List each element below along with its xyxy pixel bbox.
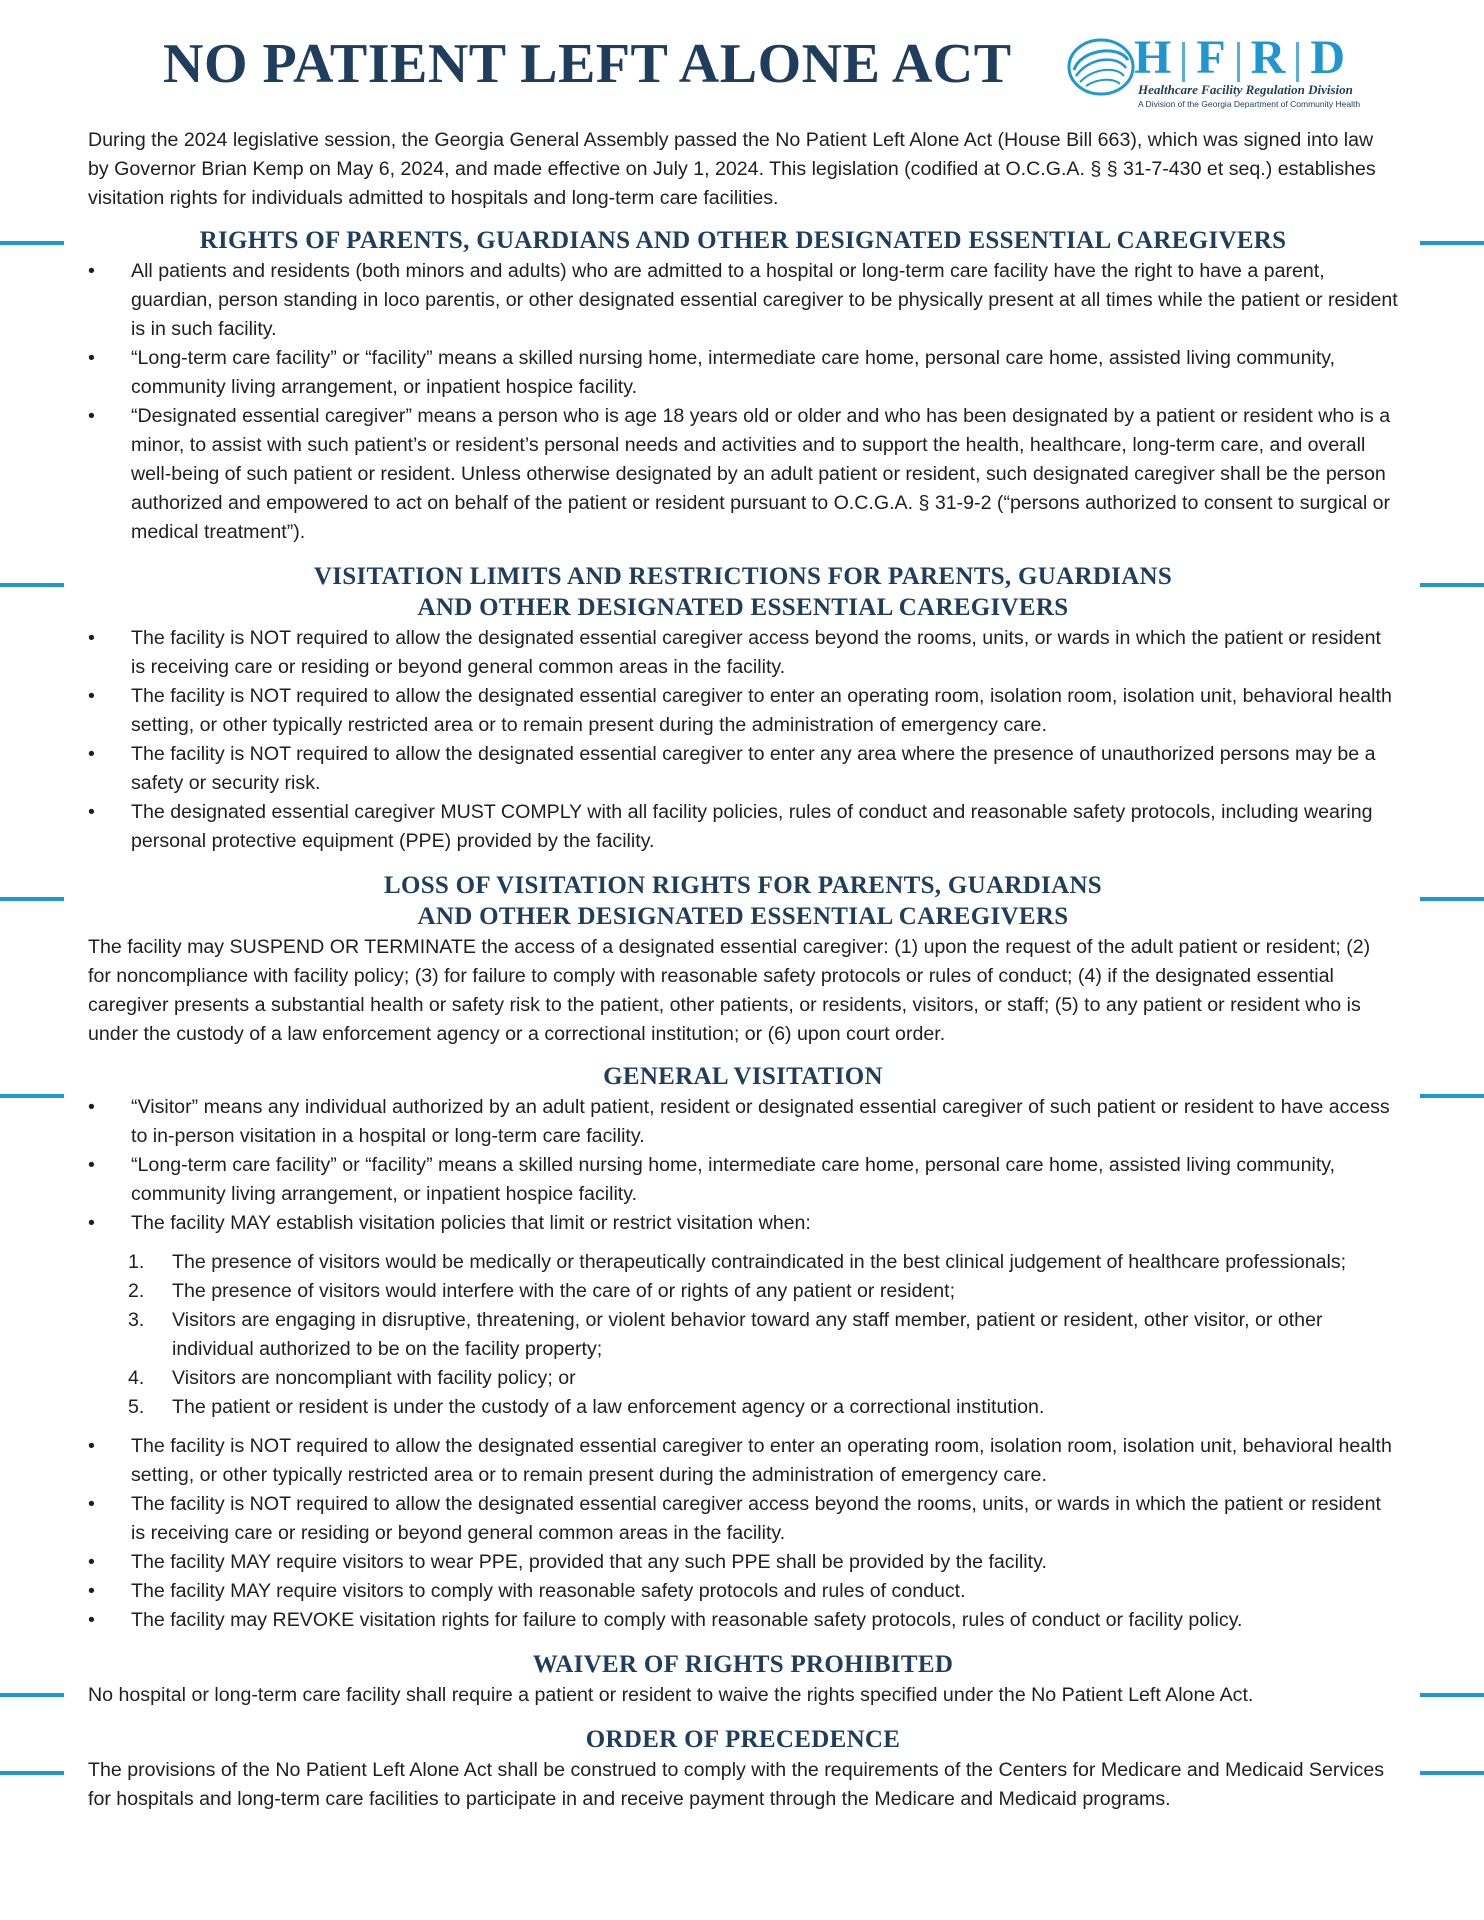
section-rights bbox=[88, 225, 1398, 547]
section-heading bbox=[88, 870, 1398, 932]
list-item: • The designated essential caregiver MUST COMPLY with all facility policies, rules of conduct and reasonable safety protocols, including wearing personal protective equipment (PPE) provided by the facility. bbox=[88, 798, 1398, 856]
logo-letter-d: D bbox=[1310, 31, 1346, 84]
right-divider-dash bbox=[1420, 583, 1484, 587]
section-visitation-limits bbox=[88, 561, 1398, 856]
list-item: • The facility is NOT required to allow the designated essential caregiver to enter an operating room, isolation room, isolation unit, behavioral health setting, or other typically restricted area or to remain present during the administration of emergency care. bbox=[88, 682, 1398, 740]
right-divider-dash bbox=[1420, 241, 1484, 245]
right-divider-dash bbox=[1420, 1094, 1484, 1098]
left-divider-dash bbox=[0, 1094, 64, 1098]
section-general-visitation bbox=[88, 1061, 1398, 1635]
list-item: • The facility is NOT required to allow the designated essential caregiver access beyond the rooms, units, or wards in which the patient or resident is receiving care or residing or beyond general common areas in the facility. bbox=[88, 1490, 1398, 1548]
left-divider-dash bbox=[0, 1771, 64, 1775]
list-item: • The facility is NOT required to allow the designated essential caregiver to enter any area where the presence of unauthorized persons may be a safety or security risk. bbox=[88, 740, 1398, 798]
list-item: • The facility may REVOKE visitation rights for failure to comply with reasonable safety protocols, rules of conduct or facility policy. bbox=[88, 1606, 1398, 1635]
list-item: • “Visitor” means any individual authorized by an adult patient, resident or designated essential caregiver of such patient or resident to have access to in-person visitation in a hospital or long-term care facility. bbox=[88, 1093, 1398, 1151]
list-item: • The facility MAY require visitors to wear PPE, provided that any such PPE shall be provided by the facility. bbox=[88, 1548, 1398, 1577]
section-paragraph: The provisions of the No Patient Left Alone Act shall be construed to comply with the requirements of the Centers for Medicare and Medicaid Services for hospitals and long-term care facilities to participate in and receive payment through the Medicare and Medicaid programs. bbox=[88, 1759, 1385, 1810]
bullet-list bbox=[88, 624, 1398, 856]
section-heading: RIGHTS OF PARENTS, GUARDIANS AND OTHER DESIGNATED ESSENTIAL CAREGIVERS bbox=[199, 227, 1287, 254]
page-title: NO PATIENT LEFT ALONE ACT bbox=[163, 33, 1012, 95]
numbered-item: 3. Visitors are engaging in disruptive, threatening, or violent behavior toward any staff member, patient or resident, other visitor, or other individual authorized to be on the facility property; bbox=[128, 1309, 1323, 1360]
logo-letter-f: F bbox=[1196, 31, 1226, 84]
section-paragraph: The facility may SUSPEND OR TERMINATE the access of a designated essential caregiver: (1) upon the request of the adult patient or resident; (2) for noncompliance with facility policy; (3) for failure to comply with reasonable safety protocols or rules of conduct; (4) if the designated essential caregiver presents a substantial health or safety risk to the patient, other patients, or residents, visitors, or staff; (5) to any patient or resident who is under the custody of a law enforcement agency or a correctional institution; or (6) upon court order. bbox=[88, 936, 1371, 1045]
list-item: • The facility is NOT required to allow the designated essential caregiver to enter an operating room, isolation room, isolation unit, behavioral health setting, or other typically restricted area or to remain present during the administration of emergency care. bbox=[88, 1432, 1398, 1490]
numbered-item: 2. The presence of visitors would interfere with the care of or rights of any patient or resident; bbox=[128, 1280, 956, 1302]
swirl-logo-icon bbox=[1066, 36, 1136, 98]
section-waiver bbox=[88, 1649, 1398, 1710]
bullet-list bbox=[88, 1093, 1398, 1238]
logo-letter-r: R bbox=[1250, 31, 1286, 84]
list-item: • “Long-term care facility” or “facility” means a skilled nursing home, intermediate care home, personal care home, assisted living community, community living arrangement, or inpatient hospice facility. bbox=[88, 344, 1398, 402]
section-paragraph: No hospital or long-term care facility shall require a patient or resident to waive the rights specified under the No Patient Left Alone Act. bbox=[88, 1684, 1254, 1706]
numbered-list bbox=[88, 1248, 1398, 1422]
document-body bbox=[88, 126, 1398, 1814]
right-divider-dash bbox=[1420, 1693, 1484, 1697]
section-heading: GENERAL VISITATION bbox=[603, 1063, 883, 1090]
section-heading bbox=[88, 561, 1398, 623]
numbered-item: 5. The patient or resident is under the custody of a law enforcement agency or a correctional institution. bbox=[128, 1396, 1045, 1418]
section-heading: ORDER OF PRECEDENCE bbox=[585, 1726, 901, 1753]
right-divider-dash bbox=[1420, 897, 1484, 901]
section-heading-line: LOSS OF VISITATION RIGHTS FOR PARENTS, GUARDIANS bbox=[383, 872, 1102, 899]
logo-subdivision-name: A Division of the Georgia Department of Community Health bbox=[1138, 99, 1361, 109]
left-divider-dash bbox=[0, 241, 64, 245]
logo-letters bbox=[1134, 30, 1460, 86]
numbered-item: 4. Visitors are noncompliant with facility policy; or bbox=[128, 1367, 576, 1389]
section-heading-line: VISITATION LIMITS AND RESTRICTIONS FOR PARENTS, GUARDIANS bbox=[313, 563, 1173, 590]
left-divider-dash bbox=[0, 583, 64, 587]
numbered-item: 1. The presence of visitors would be medically or therapeutically contraindicated in the best clinical judgement of healthcare professionals; bbox=[128, 1251, 1347, 1273]
section-heading-line: AND OTHER DESIGNATED ESSENTIAL CAREGIVERS bbox=[417, 903, 1069, 930]
left-divider-dash bbox=[0, 1693, 64, 1697]
hfrd-logo bbox=[1066, 31, 1402, 114]
logo-division-name: Healthcare Facility Regulation Division bbox=[1138, 82, 1353, 97]
bullet-list bbox=[88, 1432, 1398, 1635]
section-heading: WAIVER OF RIGHTS PROHIBITED bbox=[532, 1651, 954, 1678]
list-item: • All patients and residents (both minors and adults) who are admitted to a hospital or long-term care facility have the right to have a parent, guardian, person standing in loco parentis, or other designated essential caregiver to be physically present at all times while the patient or resident is in such facility. bbox=[88, 257, 1398, 344]
left-divider-dash bbox=[0, 897, 64, 901]
intro-paragraph: During the 2024 legislative session, the Georgia General Assembly passed the No Patient Left Alone Act (House Bill 663), which was signed into law by Governor Brian Kemp on May 6, 2024, and made effective on July 1, 2024. This legislation (codified at O.C.G.A. § § 31-7-430 et seq.) establishes visitation rights for individuals admitted to hospitals and long-term care facilities. bbox=[88, 129, 1376, 209]
section-order-of-precedence bbox=[88, 1724, 1398, 1814]
bullet-list bbox=[88, 257, 1398, 547]
list-item: • “Designated essential caregiver” means a person who is age 18 years old or older and who has been designated by a patient or resident who is a minor, to assist with such patient’s or resident’s personal needs and activities and to support the health, healthcare, long-term care, and overall well-being of such patient or resident. Unless otherwise designated by an adult patient or resident, such designated caregiver shall be the person authorized and empowered to act on behalf of the patient or resident pursuant to O.C.G.A. § 31-9-2 (“persons authorized to consent to surgical or medical treatment”). bbox=[88, 402, 1398, 547]
right-divider-dash bbox=[1420, 1771, 1484, 1775]
list-item: • “Long-term care facility” or “facility” means a skilled nursing home, intermediate care home, personal care home, assisted living community, community living arrangement, or inpatient hospice facility. bbox=[88, 1151, 1398, 1209]
section-loss-of-rights bbox=[88, 870, 1398, 1049]
list-item: • The facility MAY require visitors to comply with reasonable safety protocols and rules of conduct. bbox=[88, 1577, 1398, 1606]
section-heading-line: AND OTHER DESIGNATED ESSENTIAL CAREGIVERS bbox=[417, 594, 1069, 621]
list-item: • The facility MAY establish visitation policies that limit or restrict visitation when: bbox=[88, 1209, 1398, 1238]
list-item: • The facility is NOT required to allow the designated essential caregiver access beyond the rooms, units, or wards in which the patient or resident is receiving care or residing or beyond general common areas in the facility. bbox=[88, 624, 1398, 682]
logo-letter-h: H bbox=[1134, 31, 1172, 84]
